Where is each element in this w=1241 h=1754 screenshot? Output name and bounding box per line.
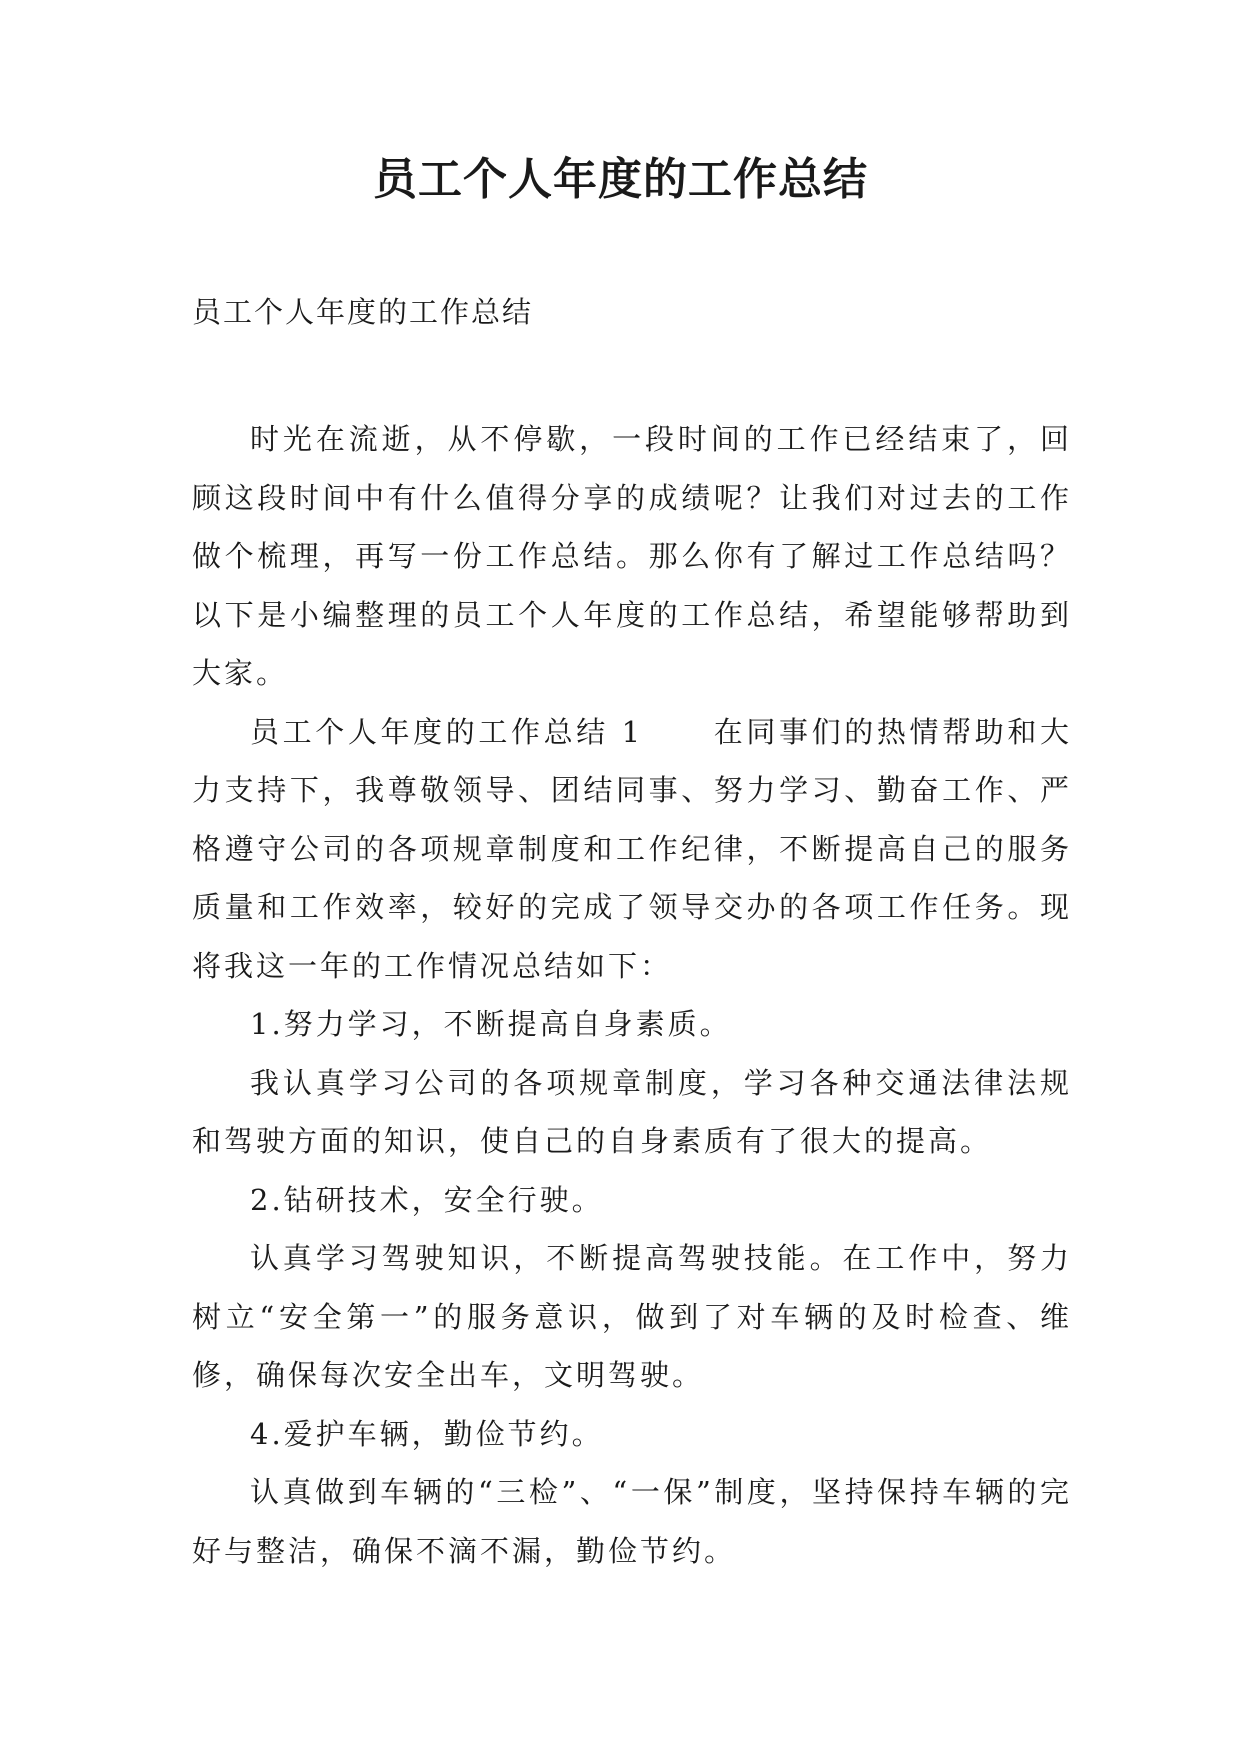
section-paragraph <box>192 703 1072 996</box>
point-paragraph-2: 认真学习驾驶知识，不断提高驾驶技能。在工作中，努力树立“安全第一”的服务意识，做到了对车辆的及时检查、维修，确保每次安全出车，文明驾驶。 <box>192 1241 1072 1392</box>
section-paragraph-text: 在同事们的热情帮助和大力支持下，我尊敬领导、团结同事、努力学习、勤奋工作、严格遵守公司的各项规章制度和工作纪律，不断提高自己的服务质量和工作效率，较好的完成了领导交办的各项工作任务。现将我这一年的工作情况总结如下： <box>192 714 1072 983</box>
point-heading-2: 2.钻研技术，安全行驶。 <box>250 1182 604 1217</box>
point-paragraph-4: 认真做到车辆的“三检”、“一保”制度，坚持保持车辆的完好与整洁，确保不滴不漏，勤俭节约。 <box>192 1475 1072 1568</box>
intro-paragraph: 时光在流逝，从不停歇，一段时间的工作已经结束了，回顾这段时间中有什么值得分享的成绩呢？让我们对过去的工作做个梳理，再写一份工作总结。那么你有了解过工作总结吗？以下是小编整理的员工个人年度的工作总结，希望能够帮助到大家。 <box>192 422 1072 690</box>
section-heading: 员工个人年度的工作总结 1 <box>250 714 644 749</box>
point-heading-4: 4.爱护车辆，勤俭节约。 <box>250 1416 604 1451</box>
document-title: 员工个人年度的工作总结 <box>373 154 868 205</box>
point-heading-1: 1.努力学习，不断提高自身素质。 <box>250 1007 732 1041</box>
document-body <box>192 410 1072 1580</box>
document-subtitle: 员工个人年度的工作总结 <box>192 295 534 329</box>
point-paragraph-1: 我认真学习公司的各项规章制度，学习各种交通法律法规和驾驶方面的知识，使自己的自身素质有了很大的提高。 <box>192 1065 1072 1158</box>
